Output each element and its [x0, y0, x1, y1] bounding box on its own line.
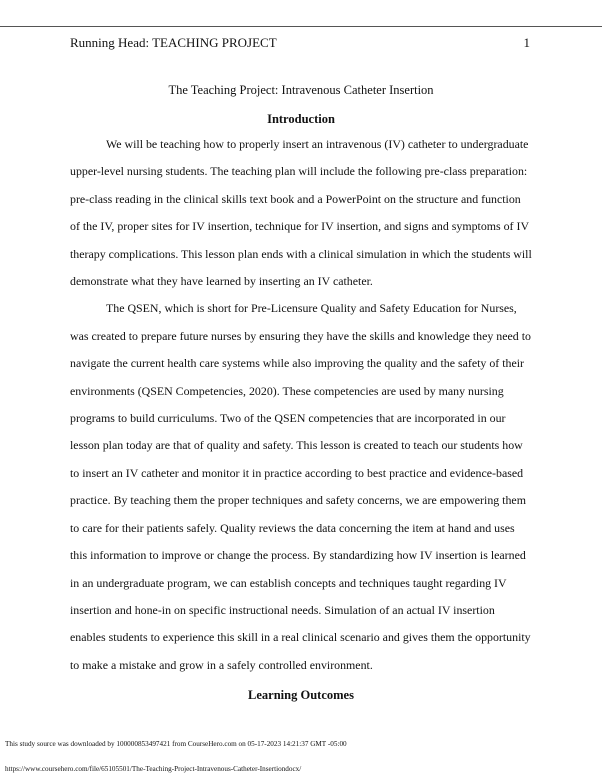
running-head: Running Head: TEACHING PROJECT: [70, 35, 277, 50]
source-url[interactable]: https://www.coursehero.com/file/65105501/The-Teaching-Project-Intravenous-Catheter-Insertiondocx/: [5, 765, 302, 773]
section-heading-introduction: Introduction: [267, 112, 335, 126]
header-rule: [0, 26, 602, 27]
paragraph-introduction-2: The QSEN, which is short for Pre-Licensure Quality and Safety Education for Nurses, was created to prepare future nurses by ensuring they have the skills and knowledge they need to navigate the current health care systems while also improving the quality and the safety of their environments (QSEN Competencies, 2020). These competencies are used by many nursing programs to build curriculums. Two of the QSEN competencies that are incorporated in our lesson plan today are that of quality and safety. This lesson is created to teach our students how to insert an IV catheter and monitor it in practice according to best practice and evidence-based practice. By teaching them the proper techniques and safety concerns, we are empowering them to care for their patients safely. Quality reviews the data concerning the item at hand and uses this information to improve or change the process. By standardizing how IV insertion is learned in an undergraduate program, we can establish concepts and techniques taught regarding IV insertion and hone-in on specific instructional needs. Simulation of an actual IV insertion enables students to experience this skill in a real clinical scenario and gives them the opportunity to make a mistake and grow in a safely controlled environment.: [70, 301, 531, 672]
document-body: [70, 82, 532, 703]
document-title: The Teaching Project: Intravenous Catheter Insertion: [168, 83, 434, 97]
section-heading-learning-outcomes: Learning Outcomes: [248, 688, 354, 703]
download-source-note: This study source was downloaded by 100000853497421 from CourseHero.com on 05-17-2023 14:21:37 GMT -05:00: [5, 740, 347, 748]
paragraph-introduction-1: We will be teaching how to properly insert an intravenous (IV) catheter to undergraduate upper-level nursing students. The teaching plan will include the following pre-class preparation: pre-class reading in the clinical skills text book and a PowerPoint on the structure and function of the IV, proper sites for IV insertion, technique for IV insertion, and signs and symptoms of IV therapy complications. This lesson plan ends with a clinical simulation in which the students will demonstrate what they have learned by inserting an IV catheter.: [70, 137, 532, 289]
page-number: 1: [523, 35, 530, 50]
